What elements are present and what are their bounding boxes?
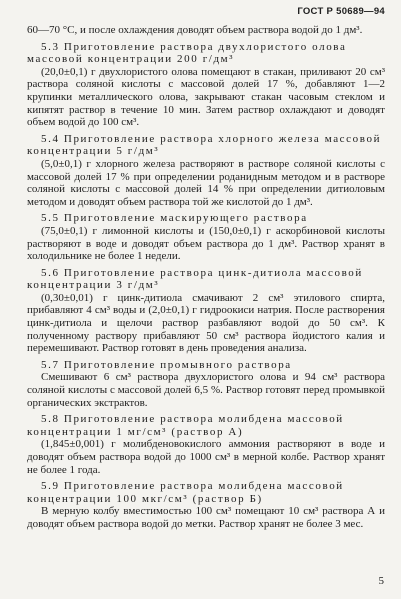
standard-header: ГОСТ Р 50689—94 (297, 6, 385, 17)
section-heading-5-5: 5.5 Приготовление маскирующего раствора (41, 212, 308, 225)
section-body-5-8: (1,845±0,001) г молибденовокислого аммония растворяют в воде и доводят объем раствора водой до 1000 см³ в мерной колбе. Раствор хранят не более 1 года. (27, 438, 385, 476)
section-body-5-7: Смешивают 6 см³ раствора двухлористого олова и 94 см³ раствора соляной кислоты с массовой долей 6,5 %. Раствор готовят перед промывкой органических экстрактов. (27, 371, 385, 409)
section-heading-5-9: 5.9 Приготовление раствора молибдена массовой концентрации 100 мкг/см³ (раствор Б) (27, 480, 344, 505)
section-body-5-9: В мерную колбу вместимостью 100 см³ помещают 10 см³ раствора А и доводят объем раствора водой до метки. Раствор хранят не более 3 мес. (27, 505, 385, 530)
section-body-5-5: (75,0±0,1) г лимонной кислоты и (150,0±0,1) г аскорбиновой кислоты растворяют в воде и доводят объем раствора до 1 дм³. Раствор хранят в холодильнике не более 1 недели. (27, 224, 385, 263)
section-heading-5-7: 5.7 Приготовление промывного раствора (41, 358, 292, 371)
page-number: 5 (378, 575, 384, 587)
section-heading-5-6: 5.6 Приготовление раствора цинк-дитиола массовой концентрации 3 г/дм³ (27, 266, 363, 292)
section-body-5-4: (5,0±0,1) г хлорного железа растворяют в растворе соляной кислоты с массовой долей 17 % при определении роданидным методом и в растворе соляной кислоты с массовой долей 14 % при определении дитиоловым методом и доводят объем раствора той же кислотой до 1 дм³. (27, 157, 385, 208)
section-heading-5-8: 5.8 Приготовление раствора молибдена массовой концентрации 1 мг/см³ (раствор А) (27, 413, 344, 438)
section-heading-5-4: 5.4 Приготовление раствора хлорного железа массовой концентрации 5 г/дм³ (27, 132, 382, 158)
section-body-5-6: (0,30±0,01) г цинк-дитиола смачивают 2 см³ этилового спирта, прибавляют 4 см³ воды и (2,0±0,1) г гидроокиси натрия. После растворения цинк-дитиола и щелочи раствор разбавляют водой до 50 см³. К полученному раствору прибавляют 50 см³ раствора йодистого калия и перемешивают. Раствор готовят в день проведения анализа. (27, 291, 385, 355)
section-heading-5-3: 5.3 Приготовление раствора двухлористого олова массовой концентрации 200 г/дм³ (27, 40, 347, 66)
continuation-text: 60—70 °С, и после охлаждения доводят объем раствора водой до 1 дм³. (27, 24, 363, 36)
page-content (27, 24, 385, 531)
section-body-5-3: (20,0±0,1) г двухлористого олова помещают в стакан, приливают 20 см³ раствора соляной кислоты с массовой долей 17 %, добавляют 1—2 крупинки металлического олова, закрывают стакан часовым стеклом и кипятят раствор в течение 10 мин. Затем раствор охлаждают и доводят объем водой до 100 см³. (27, 65, 385, 129)
